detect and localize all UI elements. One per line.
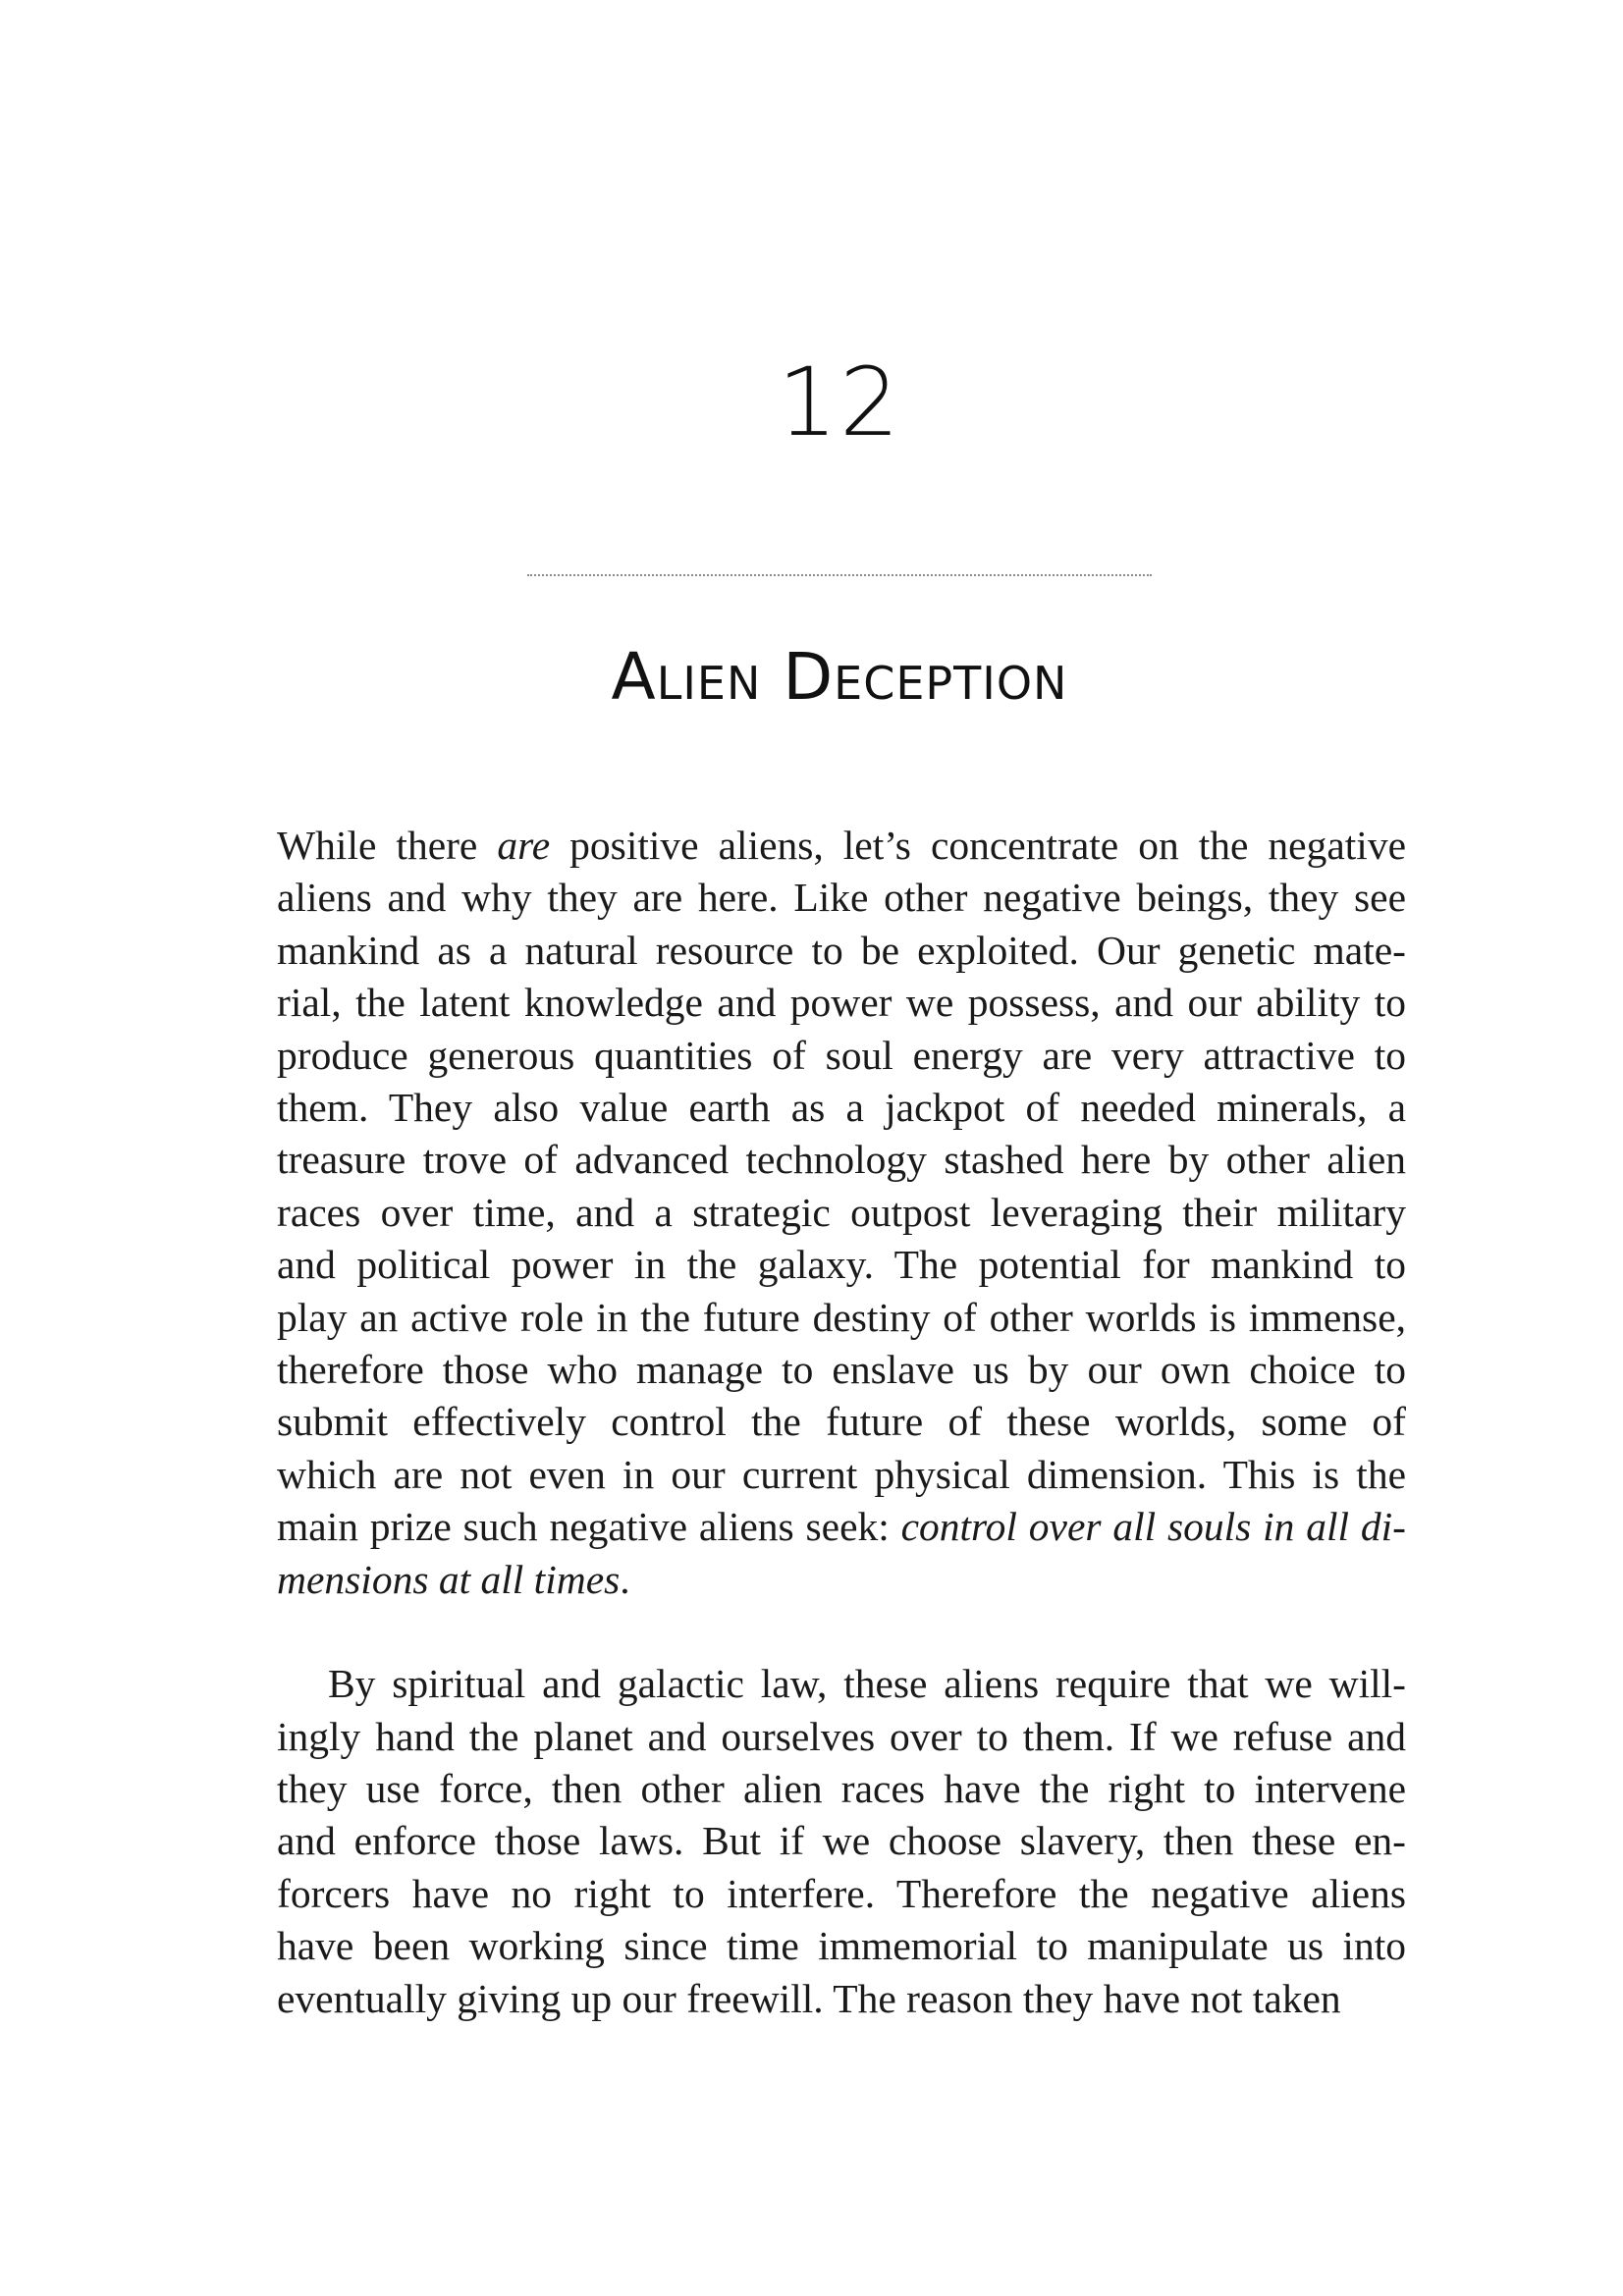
text-line [277,1239,1406,1291]
text-segment: submit effectively control the future of these worlds, some of [277,1399,1406,1445]
text-line [277,872,1406,924]
text-segment: have been working since time immemorial to manipulate us into [277,1923,1406,1969]
text-segment: treasure trove of advanced technology stashed here by other alien [277,1137,1406,1183]
text-segment: By spiritual and galactic law, these aliens require that we will- [328,1661,1406,1707]
text-segment: positive aliens, let’s concentrate on the negative [550,823,1406,868]
text-line [277,1396,1406,1448]
text-line [277,1292,1406,1344]
text-line [277,925,1406,977]
text-segment: eventually giving up our freewill. The reason they have not taken [277,1975,1341,2021]
text-segment: play an active role in the future destiny of other worlds is immense, [277,1294,1406,1340]
text-segment: and enforce those laws. But if we choose slavery, then these en- [277,1818,1406,1864]
text-line [277,1187,1406,1239]
text-line [277,1868,1406,1920]
text-line [277,1344,1406,1396]
text-segment: them. They also value earth as a jackpot of needed minerals, a [277,1085,1406,1131]
paragraph-2 [277,1658,1406,2025]
text-line [277,1711,1406,1763]
text-segment: aliens and why they are here. Like other negative beings, they see [277,875,1406,921]
text-segment: are [497,823,551,868]
text-line [277,1763,1406,1815]
paragraph-1 [277,820,1406,1606]
text-segment: . [620,1556,630,1602]
text-line [277,1030,1406,1082]
chapter-body [277,820,1406,2025]
text-line [277,1082,1406,1134]
text-segment: control over all souls in all di- [900,1504,1406,1550]
chapter-number: 12 [777,347,902,457]
text-segment: rial, the latent knowledge and power we possess, and our ability to [277,980,1406,1026]
text-segment: main prize such negative aliens seek: [277,1504,901,1550]
text-segment: and political power in the galaxy. The potential for mankind to [277,1242,1406,1288]
text-segment: mensions at all times [277,1556,621,1602]
text-segment: mankind as a natural resource to be exploited. Our genetic mate- [277,927,1406,973]
text-line [277,1973,1406,2025]
text-segment: ingly hand the planet and ourselves over to them. If we refuse and [277,1713,1406,1759]
text-segment: which are not even in our current physical dimension. This is the [277,1451,1406,1497]
chapter-title: Alien Deception [611,639,1068,715]
text-line [277,1554,1406,1606]
text-line [277,1658,1406,1710]
text-line [277,1920,1406,1972]
text-line [277,1815,1406,1867]
text-segment: While there [277,823,498,868]
text-segment: forcers have no right to interfere. Therefore the negative aliens [277,1870,1406,1916]
text-segment: therefore those who manage to enslave us by our own choice to [277,1347,1406,1393]
text-segment: produce generous quantities of soul energy are very attractive to [277,1032,1406,1078]
text-line [277,1449,1406,1501]
text-segment: they use force, then other alien races have the right to intervene [277,1765,1406,1811]
chapter-divider [527,574,1152,576]
text-segment: races over time, and a strategic outpost leveraging their military [277,1189,1406,1235]
text-line [277,1501,1406,1553]
text-line [277,1134,1406,1186]
text-line [277,977,1406,1029]
text-line [277,820,1406,872]
